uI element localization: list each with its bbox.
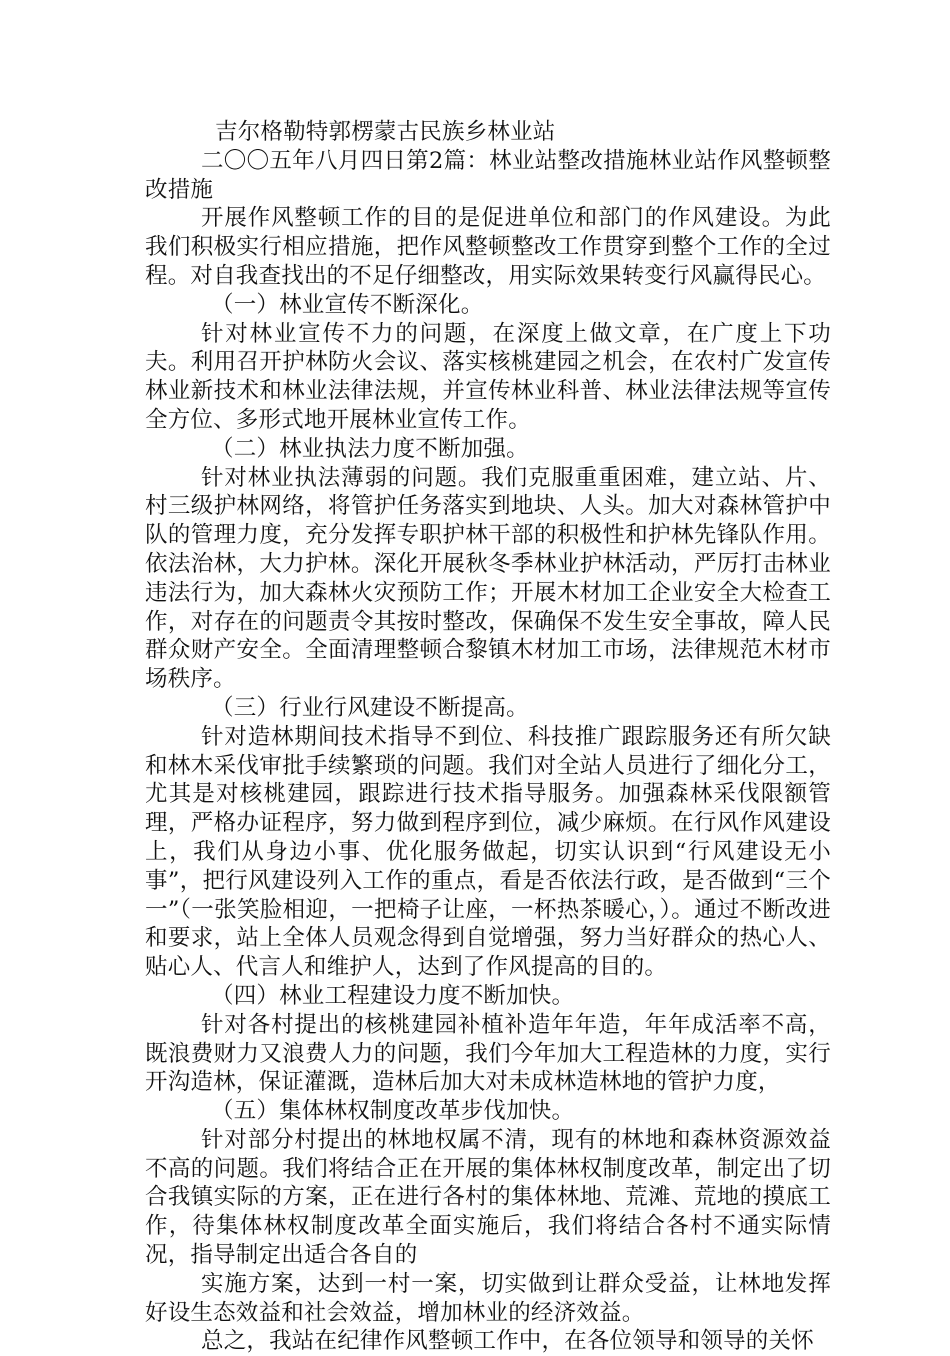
date-and-title: 二〇〇五年八月四日第2篇：林业站整改措施林业站作风整顿整改措施 [145,147,831,203]
intro-paragraph: 开展作风整顿工作的目的是促进单位和部门的作风建设。为此我们积极实行相应措施，把作风整顿整改工作贯穿到整个工作的全过程。对自我查找出的不足仔细整改，用实际效果转变行风赢得民心。 [145,205,831,289]
section-heading: （五）集体林权制度改革步伐加快。 [211,1098,575,1125]
section-heading: （四）林业工程建设力度不断加快。 [211,982,575,1009]
section-body: 针对部分村提出的林地权属不清，现有的林地和森林资源效益不高的问题。我们将结合正在开展的集体林权制度改革，制定出了切合我镇实际的方案，正在进行各村的集体林地、荒滩、荒地的摸底工作，待集体林权制度改革全面实施后，我们将结合各村不通实际情况，指导制定出适合各自的 [145,1126,831,1269]
section-heading: （三）行业行风建设不断提高。 [211,694,529,721]
section-body: 针对各村提出的核桃建园补植补造年年造，年年成活率不高，既浪费财力又浪费人力的问题，我们今年加大工程造林的力度，实行开沟造林，保证灌溉，造林后加大对未成林造林地的管护力度， [145,1011,831,1096]
organization-name: 吉尔格勒特郭楞蒙古民族乡林业站 [215,119,556,145]
section-body: 针对林业宣传不力的问题，在深度上做文章，在广度上下功夫。利用召开护林防火会议、落实核桃建园之机会，在农村广发宣传林业新技术和林业法律法规，并宣传林业科普、林业法律法规等宣传全方位、多形式地开展林业宣传工作。 [145,320,831,433]
section-body: 针对林业执法薄弱的问题。我们克服重重困难，建立站、片、村三级护林网络，将管护任务落实到地块、人头。加大对森林管护中队的管理力度，充分发挥专职护林干部的积极性和护林先锋队作用。依法治林，大力护林。深化开展秋冬季林业护林活动，严厉打击林业违法行为，加大森林火灾预防工作；开展木材加工企业安全大检查工作，对存在的问题责令其按时整改，保确保不发生安全事故，障人民群众财产安全。全面清理整顿合黎镇木材加工市场，法律规范木材市场秩序。 [145,464,831,693]
section-body: 针对造林期间技术指导不到位、科技推广跟踪服务还有所欠缺和林木采伐审批手续繁琐的问题。我们对全站人员进行了细化分工，尤其是对核桃建园，跟踪进行技术指导服务。加强森林采伐限额管理，严格办证程序，努力做到程序到位，减少麻烦。在行风作风建设上，我们从身边小事、优化服务做起，切实认识到“行风建设无小事”，把行风建设列入工作的重点，看是否依法行政，是否做到“三个一”（一张笑脸相迎，一把椅子让座，一杯热茶暖心，）。通过不断改进和要求，站上全体人员观念得到自觉增强，努力当好群众的热心人、贴心人、代言人和维护人，达到了作风提高的目的。 [145,723,831,981]
conclusion-paragraph: 总之，我站在纪律作风整顿工作中，在各位领导和领导的关怀 [201,1328,814,1355]
section-heading: （二）林业执法力度不断加强。 [211,435,529,462]
continuation-paragraph: 实施方案，达到一村一案，切实做到让群众受益，让林地发挥好设生态效益和社会效益，增加林业的经济效益。 [145,1270,831,1326]
section-heading: （一）林业宣传不断深化。 [211,291,484,318]
document-body [145,118,831,1356]
